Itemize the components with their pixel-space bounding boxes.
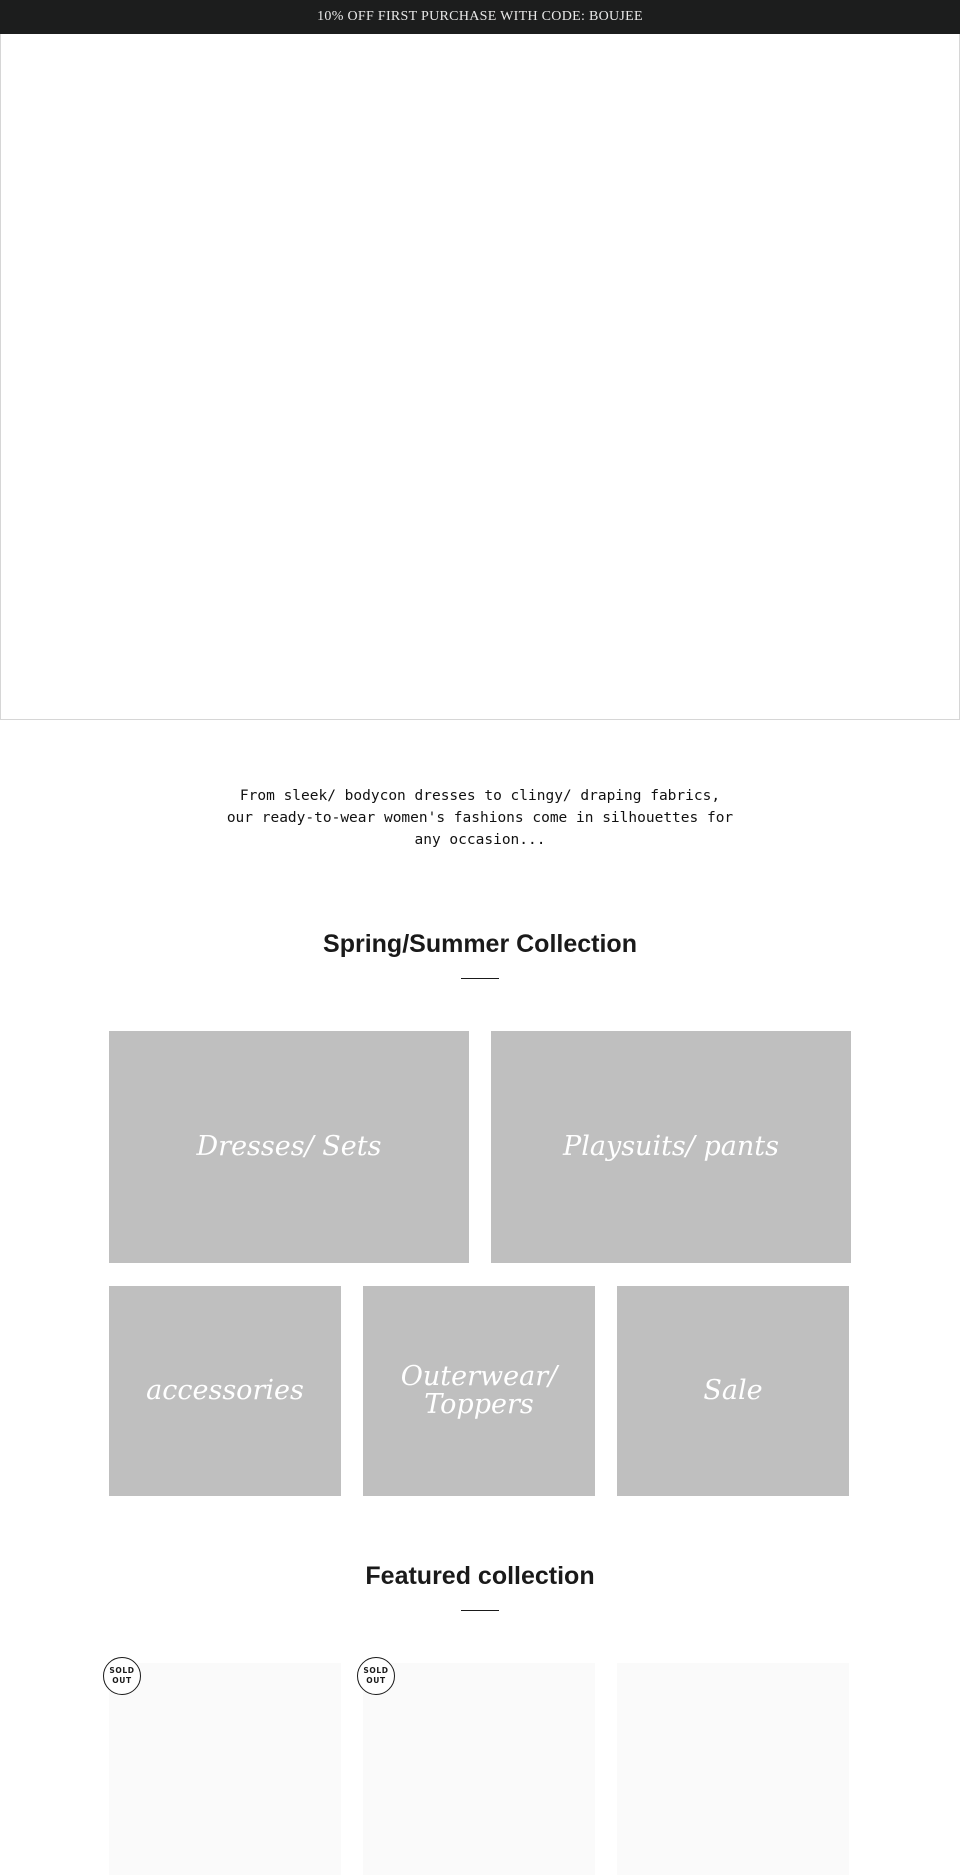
section-title-featured-collection: Featured collection	[365, 1562, 595, 1590]
announcement-bar	[0, 0, 960, 34]
badge-line-2: OUT	[112, 1676, 132, 1685]
sold-out-badge	[357, 1657, 395, 1695]
hero-slideshow[interactable]	[0, 34, 960, 720]
badge-line-1: SOLD	[109, 1666, 135, 1675]
collection-tile-dresses-sets[interactable]	[109, 1031, 469, 1263]
product-card-image[interactable]	[617, 1663, 849, 1875]
sold-out-badge	[103, 1657, 141, 1695]
section-title-spring-summer: Spring/Summer Collection	[323, 930, 637, 958]
section-divider	[461, 978, 499, 979]
section-divider	[461, 1610, 499, 1611]
collection-tile-playsuits-pants[interactable]	[491, 1031, 851, 1263]
sold-out-badge-text	[363, 1666, 388, 1686]
collection-tile-label: Sale	[703, 1375, 763, 1406]
collection-tile-label: Playsuits/ pants	[563, 1131, 779, 1162]
collection-tile-accessories[interactable]	[109, 1286, 341, 1496]
sold-out-badge-text	[109, 1666, 134, 1686]
badge-line-2: OUT	[366, 1676, 386, 1685]
collection-tile-outerwear-toppers[interactable]	[363, 1286, 595, 1496]
collection-tile-label: Dresses/ Sets	[196, 1131, 382, 1162]
product-card-image[interactable]	[109, 1663, 341, 1875]
collection-tile-sale[interactable]	[617, 1286, 849, 1496]
announcement-text: 10% OFF FIRST PURCHASE WITH CODE: BOUJEE	[317, 9, 643, 24]
collection-tile-label: accessories	[146, 1375, 304, 1406]
collection-tile-label: Outerwear/ Toppers	[400, 1361, 558, 1420]
product-card-image[interactable]	[363, 1663, 595, 1875]
badge-line-1: SOLD	[363, 1666, 389, 1675]
intro-text: From sleek/ bodycon dresses to clingy/ draping fabrics, our ready-to-wear women's fashions come in silhouettes for any occasion...	[226, 788, 734, 848]
